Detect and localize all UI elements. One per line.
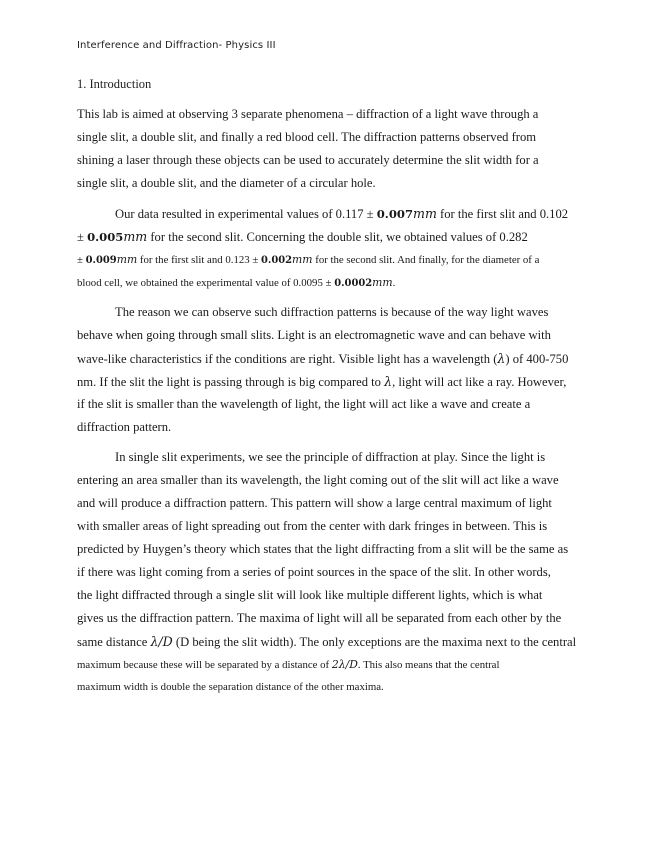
document-body bbox=[77, 103, 577, 699]
text-line: if there was light coming from a series of point sources in the space of the slit. In other words, bbox=[77, 565, 551, 579]
text-line: Our data resulted in experimental values of 0.117 ± 0.007mm for the first slit and 0.102 bbox=[115, 206, 569, 221]
text-line: nm. If the slit the light is passing through is big compared to λ, light will act like a ray. However, bbox=[77, 374, 567, 389]
text-line: same distance λ/D (D being the slit width). The only exceptions are the maxima next to the central bbox=[77, 634, 577, 649]
lambda-symbol: λ bbox=[497, 351, 506, 366]
math-unit: mm bbox=[292, 253, 313, 266]
math-value: 0.005 bbox=[87, 230, 124, 244]
section-heading: 1. Introduction bbox=[77, 77, 152, 91]
math-unit: mm bbox=[123, 229, 148, 244]
text-line: single slit, a double slit, and finally a red blood cell. The diffraction patterns observed from bbox=[77, 130, 537, 144]
paragraph-3 bbox=[77, 301, 577, 439]
math-unit: mm bbox=[116, 253, 138, 266]
math-value: 0.009 bbox=[85, 255, 117, 266]
math-unit: mm bbox=[372, 276, 393, 289]
paragraph-4 bbox=[77, 446, 577, 699]
text-line: with smaller areas of light spreading out from the center with dark fringes in between. This is bbox=[77, 519, 548, 533]
math-value: 0.007 bbox=[376, 207, 414, 221]
text-line: diffraction pattern. bbox=[77, 420, 172, 434]
text-line: maximum because these will be separated by a distance of 2λ/D. This also means that the central bbox=[77, 658, 500, 671]
text-line: ± 0.005mm for the second slit. Concerning the double slit, we obtained values of 0.282 bbox=[77, 229, 528, 244]
text-line: This lab is aimed at observing 3 separate phenomena – diffraction of a light wave through a bbox=[77, 107, 539, 121]
text-line: behave when going through small slits. Light is an electromagnetic wave and can behave with bbox=[77, 328, 551, 342]
math-expression: λ/D bbox=[150, 634, 173, 649]
text-line: shining a laser through these objects can be used to accurately determine the slit width for a bbox=[77, 153, 539, 167]
text-line: wave-like characteristics if the conditions are right. Visible light has a wavelength (λ) of 400-750 bbox=[77, 351, 569, 366]
text-line: entering an area smaller than its wavelength, the light coming out of the slit will act like a wave bbox=[77, 473, 559, 487]
text-line: In single slit experiments, we see the principle of diffraction at play. Since the light is bbox=[115, 450, 546, 464]
text-line: ± 0.009mm for the first slit and 0.123 ± 0.002mm for the second slit. And finally, for the diameter of a bbox=[77, 253, 540, 266]
math-expression: 2λ/D bbox=[331, 658, 358, 671]
page-header: Interference and Diffraction- Physics III bbox=[77, 40, 276, 51]
text-line: predicted by Huygen’s theory which states that the light diffracting from a slit will be the same as bbox=[77, 542, 569, 556]
text-line: gives us the diffraction pattern. The maxima of light will all be separated from each other by the bbox=[77, 611, 562, 625]
text-line: The reason we can observe such diffraction patterns is because of the way light waves bbox=[115, 305, 549, 319]
lambda-symbol: λ bbox=[384, 374, 393, 389]
paragraph-1 bbox=[77, 103, 577, 195]
text-line: if the slit is smaller than the wavelength of light, the light will act like a wave and create a bbox=[77, 397, 531, 411]
paragraph-2 bbox=[77, 202, 577, 294]
text-line: the light diffracted through a single slit will look like multiple different lights, which is what bbox=[77, 588, 543, 602]
text-line: blood cell, we obtained the experimental value of 0.0095 ± 0.0002mm. bbox=[77, 276, 396, 289]
text-line: single slit, a double slit, and the diameter of a circular hole. bbox=[77, 176, 376, 190]
math-value: 0.0002 bbox=[334, 278, 373, 289]
text-line: maximum width is double the separation distance of the other maxima. bbox=[77, 681, 384, 693]
text-line: and will produce a diffraction pattern. This pattern will show a large central maximum of light bbox=[77, 496, 552, 510]
math-unit: mm bbox=[413, 206, 437, 221]
math-value: 0.002 bbox=[260, 255, 293, 266]
